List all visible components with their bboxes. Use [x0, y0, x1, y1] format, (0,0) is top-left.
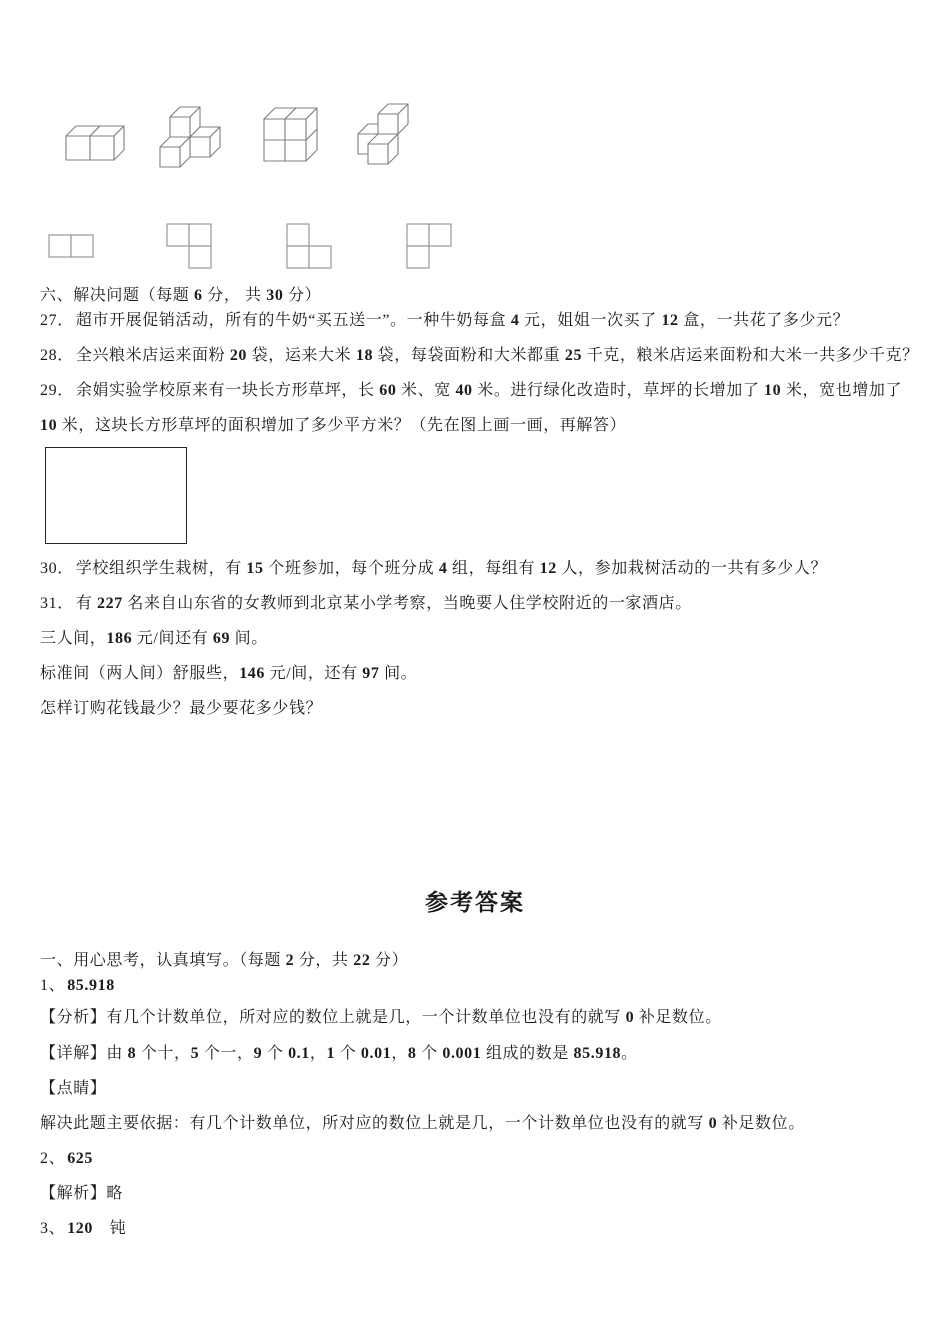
question-29-text: 余娟实验学校原来有一块长方形草坪，长 60 米、宽 40 米。进行绿化改造时，草坪的长增加了 10 米，宽也增加了 [75, 382, 903, 399]
answers-section-one-title: 一、用心思考，认真填写。（每题 2 分，共 22 分） [40, 952, 409, 969]
cube-figure-4 [357, 103, 409, 165]
answers-title: 参考答案 [425, 890, 525, 915]
question-31-line-2: 三人间，186 元/间还有 69 间。 [40, 630, 268, 647]
answer-note-2: 【解析】略 [40, 1185, 124, 1202]
question-29 [40, 381, 902, 401]
answer-tip-label: 【点睛】 [40, 1080, 107, 1097]
question-28-number: 28． [40, 347, 74, 364]
question-31-line-3: 标准间（两人间）舒服些，146 元/间，还有 97 间。 [40, 665, 418, 682]
answer-item-3 [40, 1219, 126, 1239]
question-31-text: 有 227 名来自山东省的女教师到北京某小学考察，当晚要人住学校附近的一家酒店。 [75, 595, 692, 612]
question-29-line-2: 10 米，这块长方形草坪的面积增加了多少平方米？（先在图上画一画，再解答） [40, 417, 627, 434]
answer-item-3-value: 120 钝 [67, 1220, 127, 1237]
question-30 [40, 559, 827, 579]
answer-item-3-number: 3、 [40, 1220, 66, 1237]
drawing-box [45, 447, 187, 544]
flat-shape-3 [286, 223, 332, 269]
question-31 [40, 594, 692, 614]
section-six-title: 六、解决问题（每题 6 分， 共 30 分） [40, 287, 322, 304]
answer-analysis: 【分析】有几个计数单位，所对应的数位上就是几，一个计数单位也没有的就写 0 补足数位。 [40, 1009, 722, 1026]
question-30-text: 学校组织学生栽树，有 15 个班参加，每个班分成 4 组，每组有 12 人，参加栽树活动的一共有多少人？ [75, 560, 828, 577]
answer-item-2-value: 625 [67, 1150, 94, 1167]
answer-item-2-number: 2、 [40, 1150, 66, 1167]
question-27-text: 超市开展促销活动，所有的牛奶“买五送一”。一种牛奶每盒 4 元，姐姐一次买了 12 盒，一共花了多少元？ [75, 312, 850, 329]
question-27 [40, 311, 849, 331]
flat-shape-2 [166, 223, 212, 269]
flat-shape-4 [406, 223, 452, 269]
answer-item-1-value: 85.918 [67, 977, 115, 994]
cube-figure-1 [65, 125, 125, 161]
question-28 [40, 346, 919, 366]
answer-detail: 【详解】由 8 个十，5 个一，9 个 0.1，1 个 0.01，8 个 0.001 组成的数是 85.918。 [40, 1045, 638, 1062]
flat-shape-1 [48, 234, 94, 258]
cube-figure-3 [263, 107, 318, 162]
question-27-number: 27． [40, 312, 74, 329]
question-29-number: 29． [40, 382, 74, 399]
question-31-line-4: 怎样订购花钱最少？最少要花多少钱？ [40, 700, 323, 717]
question-30-number: 30． [40, 560, 74, 577]
answer-tip-body: 解决此题主要依据：有几个计数单位，所对应的数位上就是几，一个计数单位也没有的就写 0 补足数位。 [40, 1115, 805, 1132]
answer-item-1-number: 1、 [40, 977, 66, 994]
answer-item-1 [40, 976, 115, 996]
answer-item-2 [40, 1149, 93, 1169]
question-28-text: 全兴粮米店运来面粉 20 袋，运来大米 18 袋，每袋面粉和大米都重 25 千克，粮米店运来面粉和大米一共多少千克？ [75, 347, 919, 364]
cube-figure-2 [159, 106, 221, 168]
question-31-number: 31． [40, 595, 74, 612]
